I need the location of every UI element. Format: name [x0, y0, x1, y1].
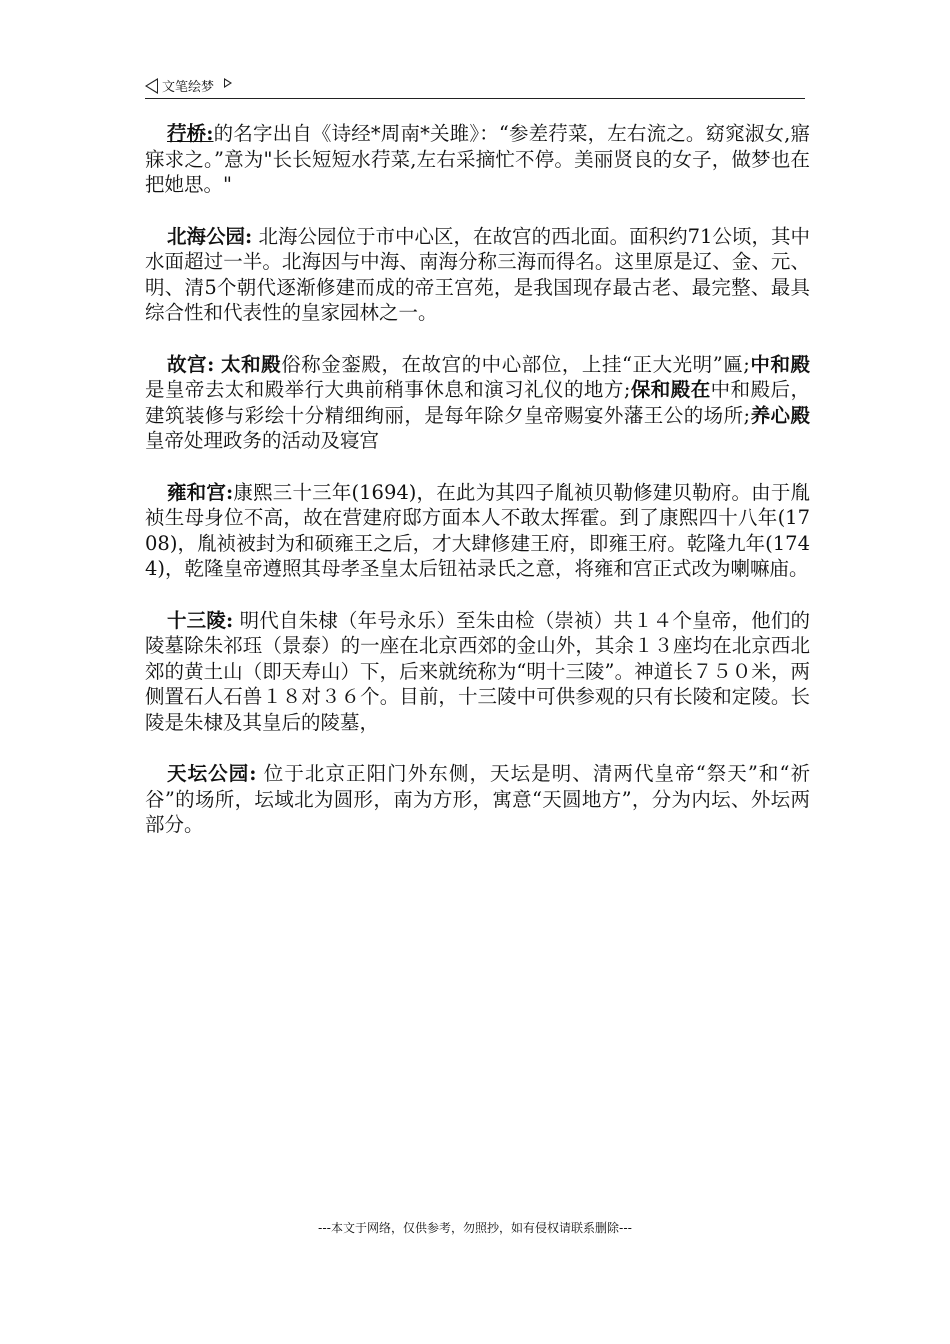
body-xingqiao: 的名字出自《诗经*周南*关雎》：“参差荇菜，左右流之。窈窕淑女,寤寐求之。”意为"长长短短水荇菜,左右采摘忙不停。美丽贤良的女子，做梦也在把她思。" [145, 122, 811, 196]
term-baohe-hall: 保和殿在 [630, 378, 711, 401]
body-yonghe-temple: 康熙三十三年(1694)，在此为其四子胤祯贝勒修建贝勒府。由于胤祯生母身位不高，故在营建府邸方面本人不敢太挥霍。到了康熙四十八年(1708)，胤祯被封为和硕雍王之后，才大肆修建王府，即雍王府。乾隆九年(1744)，乾隆皇帝遵照其母孝圣皇太后钮祜录氏之意，将雍和宫正式改为喇嘛庙。 [145, 480, 810, 580]
body-baohe-hall: 中和殿后，建筑装修与彩绘十分精细绚丽，是每年除夕皇帝赐宴外藩王公的场所; [145, 378, 810, 427]
page-footer: ---本文于网络，仅供参考，勿照抄，如有侵权请联系删除--- [318, 1221, 632, 1235]
body-zhonghe-hall: 是皇帝去太和殿举行大典前稍事休息和演习礼仪的地方; [145, 378, 631, 401]
body-taihe-hall: 俗称金銮殿，在故宫的中心部位，上挂“正大光明”匾; [281, 352, 750, 376]
term-beihai-park: 北海公园: [167, 224, 253, 248]
term-temple-of-heaven: 天坛公园: [167, 762, 257, 785]
paragraph-ming-tombs [145, 608, 810, 736]
body-ming-tombs: 明代自朱棣（年号永乐）至朱由检（崇祯）共１４个皇帝，他们的陵墓除朱祁珏（景泰）的一座在北京西郊的金山外，其余１３座均在北京西北郊的黄土山（即天寿山）下，后来就统称为“明十三陵”。神道长７５０米，两侧置石人石兽１８对３６个。目前，十三陵中可供参观的只有长陵和定陵。长陵是朱棣及其皇后的陵墓， [145, 608, 810, 734]
body-beihai-park: 北海公园位于市中心区，在故宫的西北面。面积约71公顷，其中水面超过一半。北海因与中海、南海分称三海而得名。这里原是辽、金、元、明、清5个朝代逐渐修建而成的帝王宫苑，是我国现存最古老、最完整、最具综合性和代表性的皇家园林之一。 [145, 224, 810, 324]
term-taihe-hall: 太和殿 [221, 352, 282, 376]
left-triangle-icon [145, 78, 158, 94]
header-title: 文笔绘梦 [162, 80, 215, 95]
paragraph-yonghe-temple [145, 480, 810, 582]
body-temple-of-heaven: 位于北京正阳门外东侧，天坛是明、清两代皇帝“祭天”和“祈谷”的场所，坛域北为圆形，南为方形，寓意“天圆地方”，分为内坛、外坛两部分。 [145, 762, 811, 836]
right-triangle-icon [224, 78, 232, 88]
term-yangxin-hall: 养心殿 [750, 403, 810, 427]
paragraph-temple-of-heaven [145, 761, 810, 838]
term-ming-tombs: 十三陵: [167, 608, 234, 632]
term-zhonghe-hall: 中和殿 [749, 352, 810, 376]
page-header [145, 74, 805, 99]
term-yonghe-temple: 雍和宫: [167, 480, 234, 504]
body-yangxin-hall: 皇帝处理政务的活动及寝宫 [145, 429, 380, 452]
paragraph-xingqiao [145, 121, 810, 198]
term-forbidden-city: 故宫: [167, 352, 215, 376]
paragraph-beihai-park [145, 224, 810, 326]
document-body [145, 121, 810, 864]
paragraph-forbidden-city [145, 352, 810, 454]
term-xingqiao: 荇桥: [167, 122, 214, 145]
